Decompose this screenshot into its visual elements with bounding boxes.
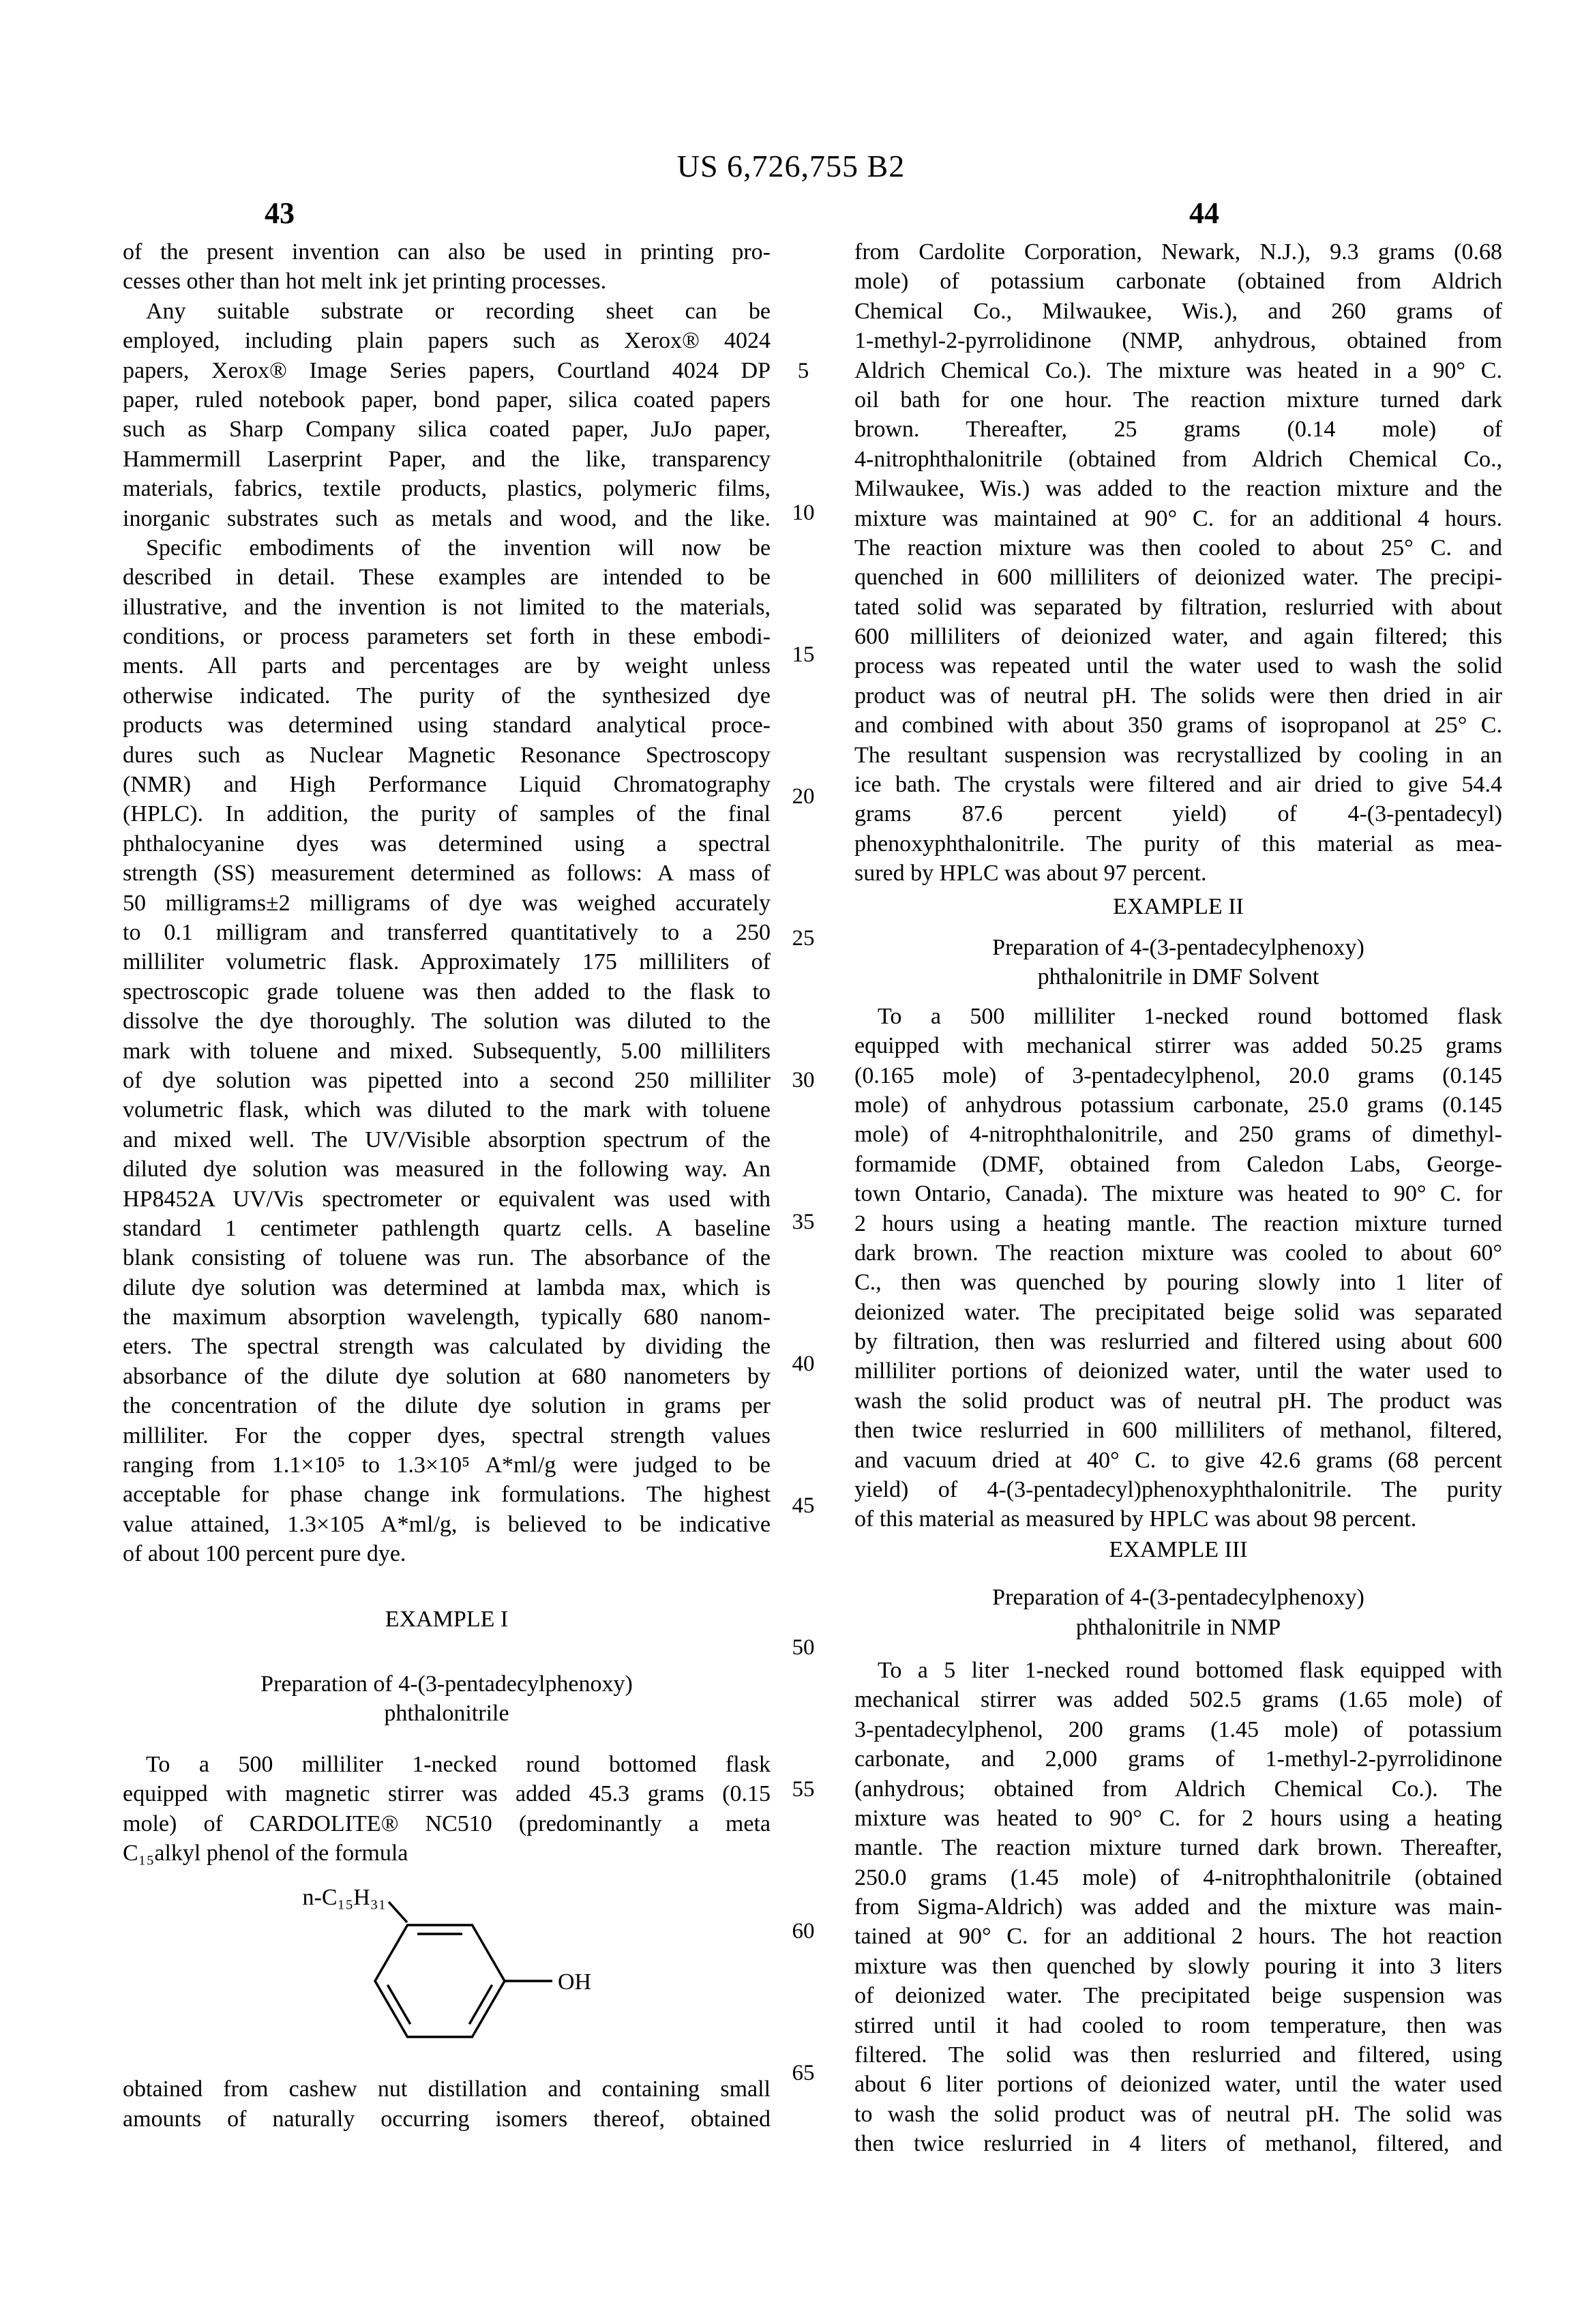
text-line: Specific embodiments of the invention will now be bbox=[146, 535, 771, 561]
text-line: from Sigma-Aldrich) was added and the mixture was main- bbox=[854, 1894, 1502, 1920]
gutter-line-number: 5 bbox=[797, 359, 809, 383]
text-line: carbonate, and 2,000 grams of 1-methyl-2-pyrrolidinone bbox=[854, 1746, 1502, 1772]
text-line: milliliter volumetric flask. Approximately 175 milliliters of bbox=[123, 949, 771, 975]
text-line: ranging from 1.1×10⁵ to 1.3×10⁵ A*ml/g were judged to be bbox=[123, 1452, 771, 1478]
pentadecylphenol-structure-drawing bbox=[286, 1873, 634, 2074]
text-line: tained at 90° C. for an additional 2 hours. The hot reaction bbox=[854, 1924, 1502, 1950]
text-line: blank consisting of toluene was run. The absorbance of the bbox=[123, 1245, 771, 1271]
text-line: employed, including plain papers such as Xerox® 4024 bbox=[123, 328, 771, 354]
text-line: the concentration of the dilute dye solution in grams per bbox=[123, 1393, 771, 1419]
section-heading: phthalonitrile in NMP bbox=[1075, 1614, 1281, 1640]
text-line: 250.0 grams (1.45 mole) of 4-nitrophthalonitrile (obtained bbox=[854, 1864, 1502, 1890]
text-line: mole) of potassium carbonate (obtained from Aldrich bbox=[854, 269, 1502, 295]
text-line: mechanical stirrer was added 502.5 grams (1.65 mole) of bbox=[854, 1687, 1502, 1713]
text-line: value attained, 1.3×105 A*ml/g, is believed to be indicative bbox=[123, 1511, 771, 1537]
text-line: Aldrich Chemical Co.). The mixture was heated in a 90° C. bbox=[854, 357, 1502, 383]
section-heading: EXAMPLE II bbox=[1113, 893, 1244, 919]
text-line: phenoxyphthalonitrile. The purity of this material as mea- bbox=[854, 831, 1502, 856]
text-line: equipped with mechanical stirrer was added 50.25 grams bbox=[854, 1033, 1502, 1059]
text-line: otherwise indicated. The purity of the synthesized dye bbox=[123, 683, 771, 709]
text-line: acceptable for phase change ink formulations. The highest bbox=[123, 1482, 771, 1508]
text-line: stirred until it had cooled to room temperature, then was bbox=[854, 2012, 1502, 2038]
text-line: eters. The spectral strength was calculated by dividing the bbox=[123, 1334, 771, 1360]
text-line: materials, fabrics, textile products, plastics, polymeric films, bbox=[123, 476, 771, 502]
section-heading: EXAMPLE III bbox=[1109, 1536, 1248, 1562]
section-heading: Preparation of 4-(3-pentadecylphenoxy) bbox=[992, 934, 1364, 960]
patent-number-header: US 6,726,755 B2 bbox=[676, 149, 906, 183]
text-line: C₁₅alkyl phenol of the formula bbox=[123, 1840, 408, 1866]
text-line: milliliter portions of deionized water, until the water used to bbox=[854, 1358, 1502, 1384]
text-line: HP8452A UV/Vis spectrometer or equivalent was used with bbox=[123, 1186, 771, 1212]
text-line: conditions, or process parameters set forth in these embodi- bbox=[123, 624, 771, 650]
text-line: mantle. The reaction mixture turned dark brown. Thereafter, bbox=[854, 1835, 1502, 1861]
text-line: products was determined using standard analytical proce- bbox=[123, 713, 771, 739]
text-line: To a 500 milliliter 1-necked round bottomed flask bbox=[878, 1003, 1502, 1029]
text-line: (0.165 mole) of 3-pentadecylphenol, 20.0 grams (0.145 bbox=[854, 1062, 1502, 1088]
text-line: then twice reslurried in 4 liters of methanol, filtered, and bbox=[854, 2131, 1502, 2157]
text-line: sured by HPLC was about 97 percent. bbox=[854, 861, 1207, 887]
gutter-line-number: 55 bbox=[792, 1777, 815, 1802]
gutter-line-number: 50 bbox=[792, 1635, 815, 1660]
text-line: and mixed well. The UV/Visible absorption spectrum of the bbox=[123, 1127, 771, 1152]
hydroxyl-label: OH bbox=[558, 1969, 592, 1995]
text-line: 3-pentadecylphenol, 200 grams (1.45 mole) of potassium bbox=[854, 1716, 1502, 1742]
section-heading: Preparation of 4-(3-pentadecylphenoxy) bbox=[992, 1585, 1364, 1611]
text-line: town Ontario, Canada). The mixture was heated to 90° C. for bbox=[854, 1181, 1502, 1207]
text-line: then twice reslurried in 600 milliliters of methanol, filtered, bbox=[854, 1418, 1502, 1444]
text-line: the maximum absorption wavelength, typically 680 nanom- bbox=[123, 1305, 771, 1330]
text-line: of the present invention can also be used in printing pro- bbox=[123, 239, 771, 265]
left-text-column bbox=[123, 237, 771, 2134]
right-column-number: 44 bbox=[1189, 196, 1219, 230]
text-line: to wash the solid product was of neutral pH. The solid was bbox=[854, 2101, 1502, 2127]
text-line: of deionized water. The precipitated beige suspension was bbox=[854, 1983, 1502, 2009]
gutter-line-number: 60 bbox=[792, 1919, 815, 1943]
text-line: from Cardolite Corporation, Newark, N.J.), 9.3 grams (0.68 bbox=[854, 239, 1502, 265]
left-column-number: 43 bbox=[265, 196, 295, 230]
text-line: cesses other than hot melt ink jet printing processes. bbox=[123, 269, 607, 295]
text-line: Milwaukee, Wis.) was added to the reaction mixture and the bbox=[854, 476, 1502, 502]
text-line: formamide (DMF, obtained from Caledon Labs, George- bbox=[854, 1151, 1502, 1177]
text-line: ments. All parts and percentages are by weight unless bbox=[123, 653, 771, 679]
text-line: standard 1 centimeter pathlength quartz cells. A baseline bbox=[123, 1215, 771, 1241]
text-line: The reaction mixture was then cooled to about 25° C. and bbox=[854, 535, 1502, 561]
section-heading: EXAMPLE I bbox=[385, 1606, 509, 1632]
text-line: papers, Xerox® Image Series papers, Courtland 4024 DP bbox=[123, 357, 771, 383]
text-line: and vacuum dried at 40° C. to give 42.6 grams (68 percent bbox=[854, 1447, 1502, 1473]
text-line: 50 milligrams±2 milligrams of dye was weighed accurately bbox=[123, 890, 771, 916]
text-line: phthalocyanine dyes was determined using a spectral bbox=[123, 831, 771, 856]
gutter-line-number: 10 bbox=[792, 501, 815, 525]
text-line: milliliter. For the copper dyes, spectral strength values bbox=[123, 1422, 771, 1448]
text-line: mark with toluene and mixed. Subsequently, 5.00 milliliters bbox=[123, 1038, 771, 1064]
text-line: volumetric flask, which was diluted to the mark with toluene bbox=[123, 1097, 771, 1123]
text-line: such as Sharp Company silica coated paper, JuJo paper, bbox=[123, 417, 771, 443]
text-line: The resultant suspension was recrystallized by cooling in an bbox=[854, 742, 1502, 768]
text-line: process was repeated until the water used to wash the solid bbox=[854, 653, 1502, 679]
text-line: equipped with magnetic stirrer was added 45.3 grams (0.15 bbox=[123, 1781, 771, 1807]
section-heading: phthalonitrile bbox=[384, 1701, 509, 1727]
gutter-line-number: 20 bbox=[792, 784, 815, 809]
text-line: mole) of CARDOLITE® NC510 (predominantly a meta bbox=[123, 1811, 771, 1836]
text-line: C., then was quenched by pouring slowly into 1 liter of bbox=[854, 1270, 1502, 1296]
text-line: (anhydrous; obtained from Aldrich Chemical Co.). The bbox=[854, 1776, 1502, 1802]
text-line: product was of neutral pH. The solids were then dried in air bbox=[854, 683, 1502, 709]
text-line: of this material as measured by HPLC was about 98 percent. bbox=[854, 1506, 1417, 1532]
text-line: 1-methyl-2-pyrrolidinone (NMP, anhydrous, obtained from bbox=[854, 328, 1502, 354]
text-line: dissolve the dye thoroughly. The solution was diluted to the bbox=[123, 1009, 771, 1034]
text-line: dures such as Nuclear Magnetic Resonance Spectroscopy bbox=[123, 742, 771, 768]
text-line: deionized water. The precipitated beige solid was separated bbox=[854, 1299, 1502, 1325]
text-line: dilute dye solution was determined at lambda max, which is bbox=[123, 1275, 771, 1300]
text-line: 2 hours using a heating mantle. The reaction mixture turned bbox=[854, 1210, 1502, 1236]
text-line: wash the solid product was of neutral pH. The product was bbox=[854, 1388, 1502, 1414]
chemical-structure-figure bbox=[123, 1873, 771, 2074]
text-line: strength (SS) measurement determined as follows: A mass of bbox=[123, 861, 771, 887]
text-line: tated solid was separated by filtration, reslurried with about bbox=[854, 594, 1502, 620]
text-line: obtained from cashew nut distillation and containing small bbox=[123, 2076, 771, 2102]
text-line: to 0.1 milligram and transferred quantitatively to a 250 bbox=[123, 919, 771, 945]
text-line: grams 87.6 percent yield) of 4-(3-pentadecyl) bbox=[854, 801, 1502, 827]
text-line: about 6 liter portions of deionized water, until the water used bbox=[854, 2072, 1502, 2098]
text-line: filtered. The solid was then reslurried and filtered, using bbox=[854, 2042, 1502, 2068]
text-line: mole) of anhydrous potassium carbonate, 25.0 grams (0.145 bbox=[854, 1092, 1502, 1118]
alkyl-substituent-bond bbox=[389, 1902, 407, 1922]
text-line: quenched in 600 milliliters of deionized water. The precipi- bbox=[854, 565, 1502, 591]
text-line: mixture was maintained at 90° C. for an additional 4 hours. bbox=[854, 505, 1502, 531]
text-line: diluted dye solution was measured in the following way. An bbox=[123, 1157, 771, 1182]
text-line: brown. Thereafter, 25 grams (0.14 mole) of bbox=[854, 417, 1502, 443]
text-line: Chemical Co., Milwaukee, Wis.), and 260 grams of bbox=[854, 298, 1502, 324]
text-line: dark brown. The reaction mixture was cooled to about 60° bbox=[854, 1240, 1502, 1266]
text-line: (NMR) and High Performance Liquid Chromatography bbox=[123, 772, 771, 798]
text-line: illustrative, and the invention is not limited to the materials, bbox=[123, 594, 771, 620]
text-line: mixture was then quenched by slowly pouring it into 3 liters bbox=[854, 1953, 1502, 1979]
text-line: by filtration, then was reslurried and filtered using about 600 bbox=[854, 1329, 1502, 1355]
text-line: amounts of naturally occurring isomers thereof, obtained bbox=[123, 2106, 771, 2132]
gutter-line-number: 15 bbox=[792, 642, 815, 667]
text-line: 4-nitrophthalonitrile (obtained from Aldrich Chemical Co., bbox=[854, 446, 1502, 472]
text-line: absorbance of the dilute dye solution at 680 nanometers by bbox=[123, 1363, 771, 1389]
double-bond-lower-left bbox=[387, 1985, 410, 2024]
benzene-ring bbox=[375, 1925, 505, 2037]
text-line: To a 5 liter 1-necked round bottomed flask equipped with bbox=[878, 1657, 1502, 1683]
right-text-column bbox=[854, 237, 1502, 2159]
text-line: Hammermill Laserprint Paper, and the like, transparency bbox=[123, 446, 771, 472]
text-line: paper, ruled notebook paper, bond paper, silica coated papers bbox=[123, 387, 771, 413]
text-line: ice bath. The crystals were filtered and air dried to give 54.4 bbox=[854, 772, 1502, 798]
text-line: and combined with about 350 grams of isopropanol at 25° C. bbox=[854, 713, 1502, 739]
gutter-line-number: 40 bbox=[792, 1352, 815, 1376]
text-line: of dye solution was pipetted into a second 250 milliliter bbox=[123, 1067, 771, 1093]
section-heading: Preparation of 4-(3-pentadecylphenoxy) bbox=[260, 1671, 633, 1697]
alkyl-chain-label: n-C₁₅H₃₁ bbox=[302, 1885, 387, 1911]
text-line: mole) of 4-nitrophthalonitrile, and 250 grams of dimethyl- bbox=[854, 1122, 1502, 1148]
text-line: described in detail. These examples are intended to be bbox=[123, 565, 771, 591]
text-line: spectroscopic grade toluene was then added to the flask to bbox=[123, 979, 771, 1004]
text-line: inorganic substrates such as metals and wood, and the like. bbox=[123, 505, 771, 531]
gutter-line-number: 30 bbox=[792, 1068, 815, 1092]
gutter-line-number: 45 bbox=[792, 1493, 815, 1518]
double-bond-lower-right bbox=[469, 1985, 492, 2024]
gutter-line-number: 25 bbox=[792, 926, 815, 951]
text-line: of about 100 percent pure dye. bbox=[123, 1541, 406, 1567]
text-line: (HPLC). In addition, the purity of samples of the final bbox=[123, 801, 771, 827]
text-line: yield) of 4-(3-pentadecyl)phenoxyphthalonitrile. The purity bbox=[854, 1477, 1502, 1503]
text-line: oil bath for one hour. The reaction mixture turned dark bbox=[854, 387, 1502, 413]
text-line: 600 milliliters of deionized water, and again filtered; this bbox=[854, 624, 1502, 650]
gutter-line-number: 35 bbox=[792, 1210, 815, 1234]
text-line: To a 500 milliliter 1-necked round bottomed flask bbox=[146, 1751, 771, 1777]
gutter-line-number: 65 bbox=[792, 2061, 815, 2085]
text-line: Any suitable substrate or recording sheet can be bbox=[146, 298, 771, 324]
text-line: mixture was heated to 90° C. for 2 hours using a heating bbox=[854, 1805, 1502, 1831]
section-heading: phthalonitrile in DMF Solvent bbox=[1037, 964, 1319, 990]
